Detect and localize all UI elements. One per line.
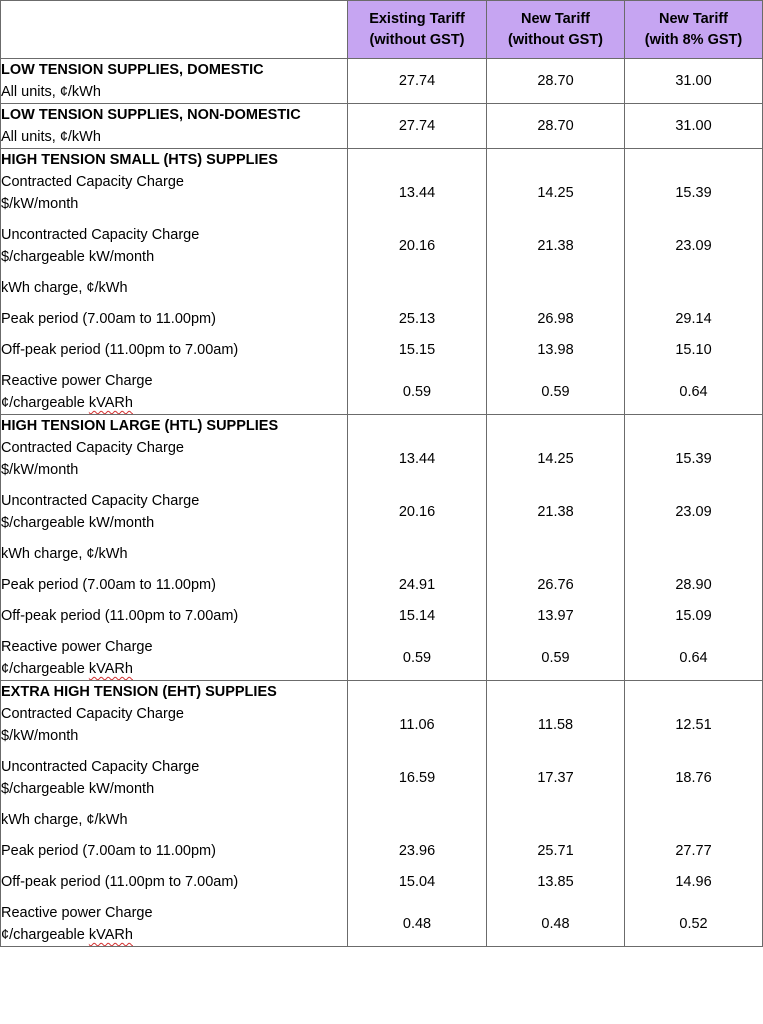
title-spacer (625, 415, 762, 437)
value-cell (348, 59, 487, 104)
row-label-line (1, 636, 347, 658)
tariff-value: 20.16 (398, 504, 436, 520)
tariff-value: 17.37 (537, 770, 574, 786)
tariff-value: 25.71 (537, 843, 574, 859)
tariff-value: 14.25 (537, 185, 574, 201)
tariff-value: 21.38 (537, 504, 574, 520)
header-line: New Tariff (520, 10, 591, 27)
tariff-value: 0.59 (402, 384, 432, 400)
tariff-value: 15.04 (398, 874, 436, 890)
row-label-text: kWh charge, ¢/kWh (1, 812, 128, 828)
tariff-value: 13.97 (537, 608, 574, 624)
row-label (1, 339, 347, 361)
row-label-text: Contracted Capacity Charge (1, 174, 184, 190)
section-row (1, 104, 763, 149)
row-label-text: ¢/chargeable kVARh (1, 395, 133, 411)
spellcheck-word: kVARh (88, 927, 133, 943)
value-cell (625, 415, 763, 681)
row-label-line (1, 171, 347, 193)
tariff-value: 29.14 (675, 311, 712, 327)
value-cell (487, 59, 625, 104)
tariff-value: 23.09 (675, 504, 712, 520)
tariff-value: 13.85 (537, 874, 574, 890)
section-row (1, 415, 763, 681)
value-cell (625, 59, 763, 104)
row-label-line (1, 308, 347, 330)
row-label-text: $/chargeable kW/month (1, 781, 155, 797)
row-label (1, 840, 347, 862)
tariff-value: 0.59 (541, 650, 570, 666)
tariff-value: 28.90 (675, 577, 712, 593)
tariff-value: 0.64 (679, 650, 708, 666)
spellcheck-word: kVARh (88, 661, 133, 677)
row-label-line (1, 81, 347, 103)
value-cell (487, 149, 625, 415)
title-spacer (348, 681, 486, 703)
value-cell (348, 681, 487, 947)
tariff-value: 28.70 (537, 118, 574, 134)
row-label-line (1, 459, 347, 481)
row-label-line (1, 339, 347, 361)
tariff-value: 0.64 (679, 384, 708, 400)
row-label-text: Contracted Capacity Charge (1, 706, 184, 722)
row-label-text: kWh charge, ¢/kWh (1, 280, 128, 296)
header-line: (with 8% GST) (644, 31, 743, 48)
row-label (1, 871, 347, 893)
tariff-value: 0.52 (679, 916, 708, 932)
tariff-value: 26.76 (537, 577, 574, 593)
row-label-line (1, 658, 347, 680)
row-label-text: Uncontracted Capacity Charge (1, 227, 200, 243)
row-label-line (1, 437, 347, 459)
row-label-text: Off-peak period (11.00pm to 7.00am) (1, 342, 239, 358)
row-label-text: Reactive power Charge (1, 905, 153, 921)
header-line: Existing Tariff (369, 10, 465, 27)
tariff-value: 13.98 (537, 342, 574, 358)
header-line: New Tariff (658, 10, 729, 27)
row-label (1, 437, 347, 481)
row-label-text: Peak period (7.00am to 11.00pm) (1, 577, 216, 593)
tariff-value: 20.16 (398, 238, 436, 254)
row-label-text: Off-peak period (11.00pm to 7.00am) (1, 874, 239, 890)
row-label-line (1, 370, 347, 392)
value-cell (625, 149, 763, 415)
title-spacer (487, 681, 624, 703)
header-row (1, 1, 763, 59)
tariff-value: 15.14 (398, 608, 436, 624)
tariff-value: 21.38 (537, 238, 574, 254)
row-label-text: kWh charge, ¢/kWh (1, 546, 128, 562)
title-spacer (348, 415, 486, 437)
section-label-cell (1, 681, 348, 947)
row-label (1, 605, 347, 627)
header-line: (without GST) (507, 31, 604, 48)
tariff-value: 15.10 (675, 342, 712, 358)
row-label-line (1, 512, 347, 534)
row-label-line (1, 924, 347, 946)
row-label (1, 277, 347, 299)
value-cell (348, 149, 487, 415)
tariff-value: 13.44 (398, 185, 436, 201)
header-blank-cell (1, 1, 348, 59)
row-label-line (1, 277, 347, 299)
tariff-value: 0.48 (541, 916, 570, 932)
tariff-value (625, 809, 762, 831)
header-line: (without GST) (369, 31, 465, 48)
value-cell (487, 415, 625, 681)
section-label-cell (1, 59, 348, 104)
tariff-value (348, 543, 486, 565)
tariff-value: 25.13 (398, 311, 436, 327)
tariff-body (1, 59, 763, 947)
tariff-value: 16.59 (398, 770, 436, 786)
row-label-line (1, 840, 347, 862)
row-label-line (1, 902, 347, 924)
row-label-line (1, 126, 347, 148)
value-cell (487, 104, 625, 149)
tariff-value (487, 543, 624, 565)
row-label (1, 636, 347, 680)
section-label-cell (1, 104, 348, 149)
title-spacer (348, 149, 486, 171)
section-title: EXTRA HIGH TENSION (EHT) SUPPLIES (1, 684, 277, 700)
tariff-value: 26.98 (537, 311, 574, 327)
tariff-value: 15.09 (675, 608, 712, 624)
tariff-value: 24.91 (398, 577, 436, 593)
tariff-value: 31.00 (675, 118, 712, 134)
section-label-cell (1, 415, 348, 681)
tariff-value (348, 809, 486, 831)
row-label-text: Reactive power Charge (1, 373, 153, 389)
row-label (1, 756, 347, 800)
row-label-text: $/chargeable kW/month (1, 249, 155, 265)
row-label-text: $/kW/month (1, 462, 79, 478)
section-row (1, 59, 763, 104)
row-label-line (1, 756, 347, 778)
section-row (1, 149, 763, 415)
tariff-value: 27.74 (398, 118, 436, 134)
value-cell (625, 681, 763, 947)
row-label (1, 171, 347, 215)
header-existing-tariff (348, 1, 487, 59)
section-title: LOW TENSION SUPPLIES, DOMESTIC (1, 62, 264, 78)
row-label (1, 308, 347, 330)
row-label-text: Peak period (7.00am to 11.00pm) (1, 311, 216, 327)
tariff-value: 31.00 (675, 73, 712, 89)
row-label (1, 902, 347, 946)
row-label-text: Contracted Capacity Charge (1, 440, 184, 456)
section-title: HIGH TENSION LARGE (HTL) SUPPLIES (1, 418, 279, 434)
row-label (1, 126, 347, 148)
tariff-value: 23.09 (675, 238, 712, 254)
row-label (1, 543, 347, 565)
header-new-tariff-gst (625, 1, 763, 59)
row-label-text: Uncontracted Capacity Charge (1, 759, 200, 775)
tariff-value: 11.58 (537, 717, 574, 733)
tariff-value: 0.59 (541, 384, 570, 400)
tariff-value (625, 277, 762, 299)
tariff-value: 18.76 (675, 770, 712, 786)
row-label-line (1, 574, 347, 596)
tariff-value: 15.39 (675, 451, 712, 467)
tariff-value: 14.96 (675, 874, 712, 890)
tariff-value: 15.15 (398, 342, 436, 358)
row-label-text: $/chargeable kW/month (1, 515, 155, 531)
tariff-value: 27.74 (398, 73, 436, 89)
row-label (1, 809, 347, 831)
spellcheck-word: kVARh (88, 395, 133, 411)
row-label-line (1, 543, 347, 565)
tariff-value (487, 809, 624, 831)
row-label-line (1, 490, 347, 512)
row-label-line (1, 246, 347, 268)
row-label-line (1, 224, 347, 246)
tariff-value: 28.70 (537, 73, 574, 89)
row-label (1, 574, 347, 596)
row-label-text: Peak period (7.00am to 11.00pm) (1, 843, 216, 859)
tariff-value: 13.44 (398, 451, 436, 467)
row-label (1, 703, 347, 747)
value-cell (487, 681, 625, 947)
tariff-value: 14.25 (537, 451, 574, 467)
row-label-line (1, 778, 347, 800)
row-label-text: All units, ¢/kWh (1, 129, 101, 145)
row-label-text: Reactive power Charge (1, 639, 153, 655)
tariff-value: 23.96 (398, 843, 436, 859)
row-label-text: Off-peak period (11.00pm to 7.00am) (1, 608, 239, 624)
tariff-value: 11.06 (399, 717, 435, 733)
row-label-text: Uncontracted Capacity Charge (1, 493, 200, 509)
tariff-value (487, 277, 624, 299)
value-cell (348, 415, 487, 681)
tariff-value: 15.39 (675, 185, 712, 201)
row-label-text: $/kW/month (1, 196, 79, 212)
tariff-value: 27.77 (675, 843, 712, 859)
tariff-value (348, 277, 486, 299)
section-title: HIGH TENSION SMALL (HTS) SUPPLIES (1, 152, 278, 168)
row-label-line (1, 809, 347, 831)
row-label-line (1, 392, 347, 414)
title-spacer (487, 149, 624, 171)
tariff-value: 0.59 (402, 650, 432, 666)
row-label (1, 490, 347, 534)
row-label-text: ¢/chargeable kVARh (1, 927, 133, 943)
header-new-tariff (487, 1, 625, 59)
row-label-text: $/kW/month (1, 728, 79, 744)
row-label-text: ¢/chargeable kVARh (1, 661, 133, 677)
row-label (1, 370, 347, 414)
row-label (1, 81, 347, 103)
title-spacer (625, 149, 762, 171)
row-label-line (1, 193, 347, 215)
row-label-line (1, 871, 347, 893)
row-label-line (1, 605, 347, 627)
title-spacer (487, 415, 624, 437)
section-row (1, 681, 763, 947)
row-label-line (1, 725, 347, 747)
value-cell (625, 104, 763, 149)
tariff-value: 12.51 (675, 717, 712, 733)
row-label (1, 224, 347, 268)
title-spacer (625, 681, 762, 703)
section-title: LOW TENSION SUPPLIES, NON-DOMESTIC (1, 107, 301, 123)
tariff-value: 0.48 (402, 916, 432, 932)
row-label-text: All units, ¢/kWh (1, 84, 101, 100)
tariff-value (625, 543, 762, 565)
row-label-line (1, 703, 347, 725)
value-cell (348, 104, 487, 149)
section-label-cell (1, 149, 348, 415)
